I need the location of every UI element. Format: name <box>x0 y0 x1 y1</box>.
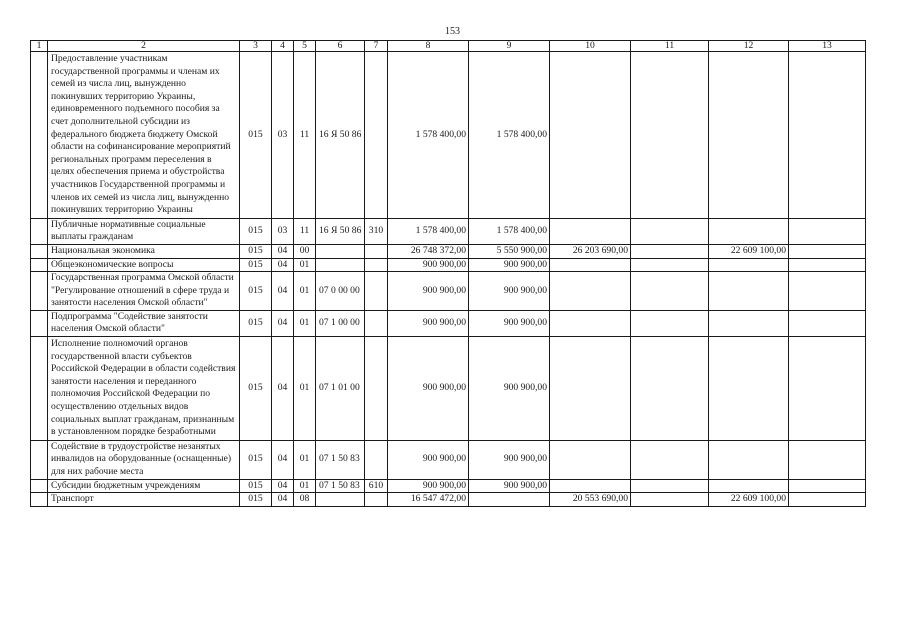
target-article-cell <box>316 493 365 507</box>
expense-type-cell <box>365 272 388 311</box>
subsection-code-cell: 11 <box>294 52 316 219</box>
expense-type-cell: 610 <box>365 479 388 493</box>
header-cell: 2 <box>48 41 240 52</box>
amount-cell-col11 <box>631 52 709 219</box>
amount-cell-col8: 16 547 472,00 <box>388 493 469 507</box>
item-name-cell: Национальная экономика <box>48 244 240 258</box>
header-cell: 12 <box>709 41 789 52</box>
amount-cell-col12 <box>709 272 789 311</box>
admin-code-cell: 015 <box>240 479 272 493</box>
section-code-cell: 04 <box>272 258 294 272</box>
amount-cell-col8: 1 578 400,00 <box>388 218 469 244</box>
subsection-code-cell: 01 <box>294 479 316 493</box>
amount-cell-col10 <box>550 440 631 479</box>
target-article-cell: 07 1 50 83 <box>316 440 365 479</box>
table-row <box>31 52 866 219</box>
amount-cell-col9: 900 900,00 <box>469 479 550 493</box>
amount-cell-col11 <box>631 258 709 272</box>
amount-cell-col12 <box>709 218 789 244</box>
target-article-cell: 07 1 50 83 <box>316 479 365 493</box>
row-number-cell <box>31 337 48 441</box>
section-code-cell: 04 <box>272 479 294 493</box>
admin-code-cell: 015 <box>240 440 272 479</box>
subsection-code-cell: 01 <box>294 440 316 479</box>
amount-cell-col10 <box>550 310 631 336</box>
admin-code-cell: 015 <box>240 337 272 441</box>
row-number-cell <box>31 493 48 507</box>
amount-cell-col8: 26 748 372,00 <box>388 244 469 258</box>
amount-cell-col9: 900 900,00 <box>469 440 550 479</box>
header-cell: 10 <box>550 41 631 52</box>
target-article-cell <box>316 258 365 272</box>
header-cell: 8 <box>388 41 469 52</box>
table-row <box>31 218 866 244</box>
expense-type-cell <box>365 310 388 336</box>
section-code-cell: 03 <box>272 52 294 219</box>
amount-cell-col13 <box>789 310 866 336</box>
item-name-cell: Предоставление участникам государственной программы и членам их семей из числа лиц, вынужденно покинувших территорию Украины, единовременного подъемного пособия за счет дополнительной субсидии из федерального бюджета бюджету Омской области на софинансирование мероприятий региональных программ переселения в целях обеспечения приема и обустройства участников Государственной программы и членов их семей из числа лиц, вынужденно покинувших территорию Украины <box>48 52 240 219</box>
section-code-cell: 04 <box>272 440 294 479</box>
target-article-cell: 07 1 01 00 <box>316 337 365 441</box>
amount-cell-col13 <box>789 440 866 479</box>
amount-cell-col12 <box>709 258 789 272</box>
header-cell: 13 <box>789 41 866 52</box>
subsection-code-cell: 08 <box>294 493 316 507</box>
header-cell: 1 <box>31 41 48 52</box>
amount-cell-col11 <box>631 493 709 507</box>
table-row <box>31 310 866 336</box>
amount-cell-col12: 22 609 100,00 <box>709 244 789 258</box>
amount-cell-col12 <box>709 337 789 441</box>
header-cell: 5 <box>294 41 316 52</box>
amount-cell-col10 <box>550 479 631 493</box>
amount-cell-col9: 5 550 900,00 <box>469 244 550 258</box>
item-name-cell: Содействие в трудоустройстве незанятых инвалидов на оборудованные (оснащенные) для них рабочие места <box>48 440 240 479</box>
item-name-cell: Публичные нормативные социальные выплаты гражданам <box>48 218 240 244</box>
section-code-cell: 04 <box>272 310 294 336</box>
amount-cell-col11 <box>631 272 709 311</box>
amount-cell-col13 <box>789 218 866 244</box>
amount-cell-col9: 1 578 400,00 <box>469 218 550 244</box>
admin-code-cell: 015 <box>240 244 272 258</box>
header-cell: 6 <box>316 41 365 52</box>
header-row <box>31 41 866 52</box>
amount-cell-col13 <box>789 272 866 311</box>
row-number-cell <box>31 310 48 336</box>
amount-cell-col8: 900 900,00 <box>388 258 469 272</box>
target-article-cell: 07 0 00 00 <box>316 272 365 311</box>
row-number-cell <box>31 440 48 479</box>
amount-cell-col9: 900 900,00 <box>469 272 550 311</box>
amount-cell-col8: 900 900,00 <box>388 272 469 311</box>
amount-cell-col8: 900 900,00 <box>388 479 469 493</box>
expense-type-cell <box>365 258 388 272</box>
expense-type-cell <box>365 440 388 479</box>
subsection-code-cell: 01 <box>294 310 316 336</box>
amount-cell-col13 <box>789 493 866 507</box>
amount-cell-col8: 900 900,00 <box>388 440 469 479</box>
table-row <box>31 337 866 441</box>
amount-cell-col8: 900 900,00 <box>388 310 469 336</box>
expense-type-cell <box>365 52 388 219</box>
subsection-code-cell: 01 <box>294 272 316 311</box>
expense-type-cell <box>365 337 388 441</box>
amount-cell-col9: 900 900,00 <box>469 310 550 336</box>
amount-cell-col10: 20 553 690,00 <box>550 493 631 507</box>
amount-cell-col11 <box>631 310 709 336</box>
header-cell: 4 <box>272 41 294 52</box>
amount-cell-col12 <box>709 479 789 493</box>
item-name-cell: Субсидии бюджетным учреждениям <box>48 479 240 493</box>
row-number-cell <box>31 258 48 272</box>
item-name-cell: Подпрограмма "Содействие занятости населения Омской области" <box>48 310 240 336</box>
header-cell: 9 <box>469 41 550 52</box>
amount-cell-col8: 900 900,00 <box>388 337 469 441</box>
amount-cell-col11 <box>631 244 709 258</box>
admin-code-cell: 015 <box>240 218 272 244</box>
header-cell: 7 <box>365 41 388 52</box>
table-row <box>31 479 866 493</box>
subsection-code-cell: 01 <box>294 337 316 441</box>
subsection-code-cell: 01 <box>294 258 316 272</box>
amount-cell-col10 <box>550 272 631 311</box>
amount-cell-col9: 1 578 400,00 <box>469 52 550 219</box>
row-number-cell <box>31 218 48 244</box>
amount-cell-col8: 1 578 400,00 <box>388 52 469 219</box>
header-cell: 3 <box>240 41 272 52</box>
amount-cell-col11 <box>631 218 709 244</box>
row-number-cell <box>31 52 48 219</box>
amount-cell-col12 <box>709 440 789 479</box>
amount-cell-col12 <box>709 52 789 219</box>
page-number: 153 <box>445 26 460 37</box>
section-code-cell: 04 <box>272 244 294 258</box>
section-code-cell: 04 <box>272 272 294 311</box>
amount-cell-col13 <box>789 52 866 219</box>
admin-code-cell: 015 <box>240 258 272 272</box>
amount-cell-col9: 900 900,00 <box>469 337 550 441</box>
admin-code-cell: 015 <box>240 52 272 219</box>
table-row <box>31 272 866 311</box>
amount-cell-col13 <box>789 479 866 493</box>
amount-cell-col12: 22 609 100,00 <box>709 493 789 507</box>
target-article-cell: 07 1 00 00 <box>316 310 365 336</box>
amount-cell-col10 <box>550 218 631 244</box>
item-name-cell: Общеэкономические вопросы <box>48 258 240 272</box>
amount-cell-col11 <box>631 479 709 493</box>
item-name-cell: Государственная программа Омской области "Регулирование отношений в сфере труда и занятости населения Омской области" <box>48 272 240 311</box>
table-row <box>31 258 866 272</box>
amount-cell-col9: 900 900,00 <box>469 258 550 272</box>
admin-code-cell: 015 <box>240 493 272 507</box>
amount-cell-col10: 26 203 690,00 <box>550 244 631 258</box>
admin-code-cell: 015 <box>240 310 272 336</box>
section-code-cell: 04 <box>272 337 294 441</box>
amount-cell-col11 <box>631 440 709 479</box>
target-article-cell: 16 Я 50 86 <box>316 52 365 219</box>
budget-table <box>30 40 866 507</box>
subsection-code-cell: 00 <box>294 244 316 258</box>
expense-type-cell <box>365 244 388 258</box>
target-article-cell: 16 Я 50 86 <box>316 218 365 244</box>
row-number-cell <box>31 479 48 493</box>
amount-cell-col12 <box>709 310 789 336</box>
amount-cell-col13 <box>789 244 866 258</box>
section-code-cell: 04 <box>272 493 294 507</box>
amount-cell-col10 <box>550 258 631 272</box>
section-code-cell: 03 <box>272 218 294 244</box>
amount-cell-col10 <box>550 52 631 219</box>
amount-cell-col11 <box>631 337 709 441</box>
expense-type-cell <box>365 493 388 507</box>
row-number-cell <box>31 244 48 258</box>
subsection-code-cell: 11 <box>294 218 316 244</box>
amount-cell-col13 <box>789 258 866 272</box>
header-cell: 11 <box>631 41 709 52</box>
amount-cell-col13 <box>789 337 866 441</box>
admin-code-cell: 015 <box>240 272 272 311</box>
amount-cell-col9 <box>469 493 550 507</box>
item-name-cell: Исполнение полномочий органов государственной власти субъектов Российской Федерации в области содействия занятости населения и переданного полномочия Российской Федерации по осуществлению отдельных видов социальных выплат гражданам, признанным в установленном порядке безработными <box>48 337 240 441</box>
table-row <box>31 244 866 258</box>
amount-cell-col10 <box>550 337 631 441</box>
table-row <box>31 440 866 479</box>
table-row <box>31 493 866 507</box>
row-number-cell <box>31 272 48 311</box>
target-article-cell <box>316 244 365 258</box>
expense-type-cell: 310 <box>365 218 388 244</box>
item-name-cell: Транспорт <box>48 493 240 507</box>
